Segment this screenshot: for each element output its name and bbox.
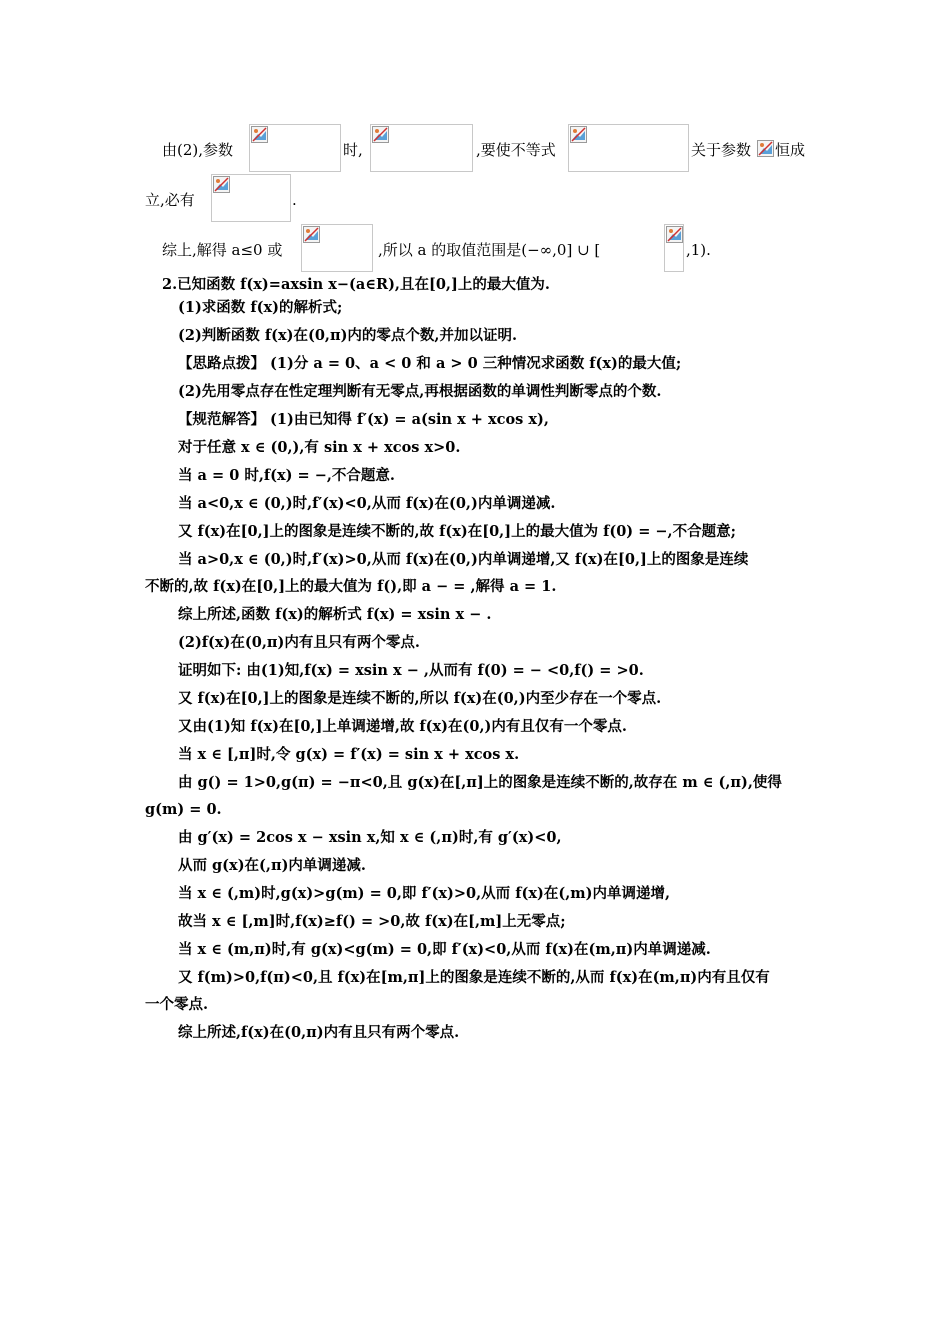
text-line: 又由(1)知 f(x)在[0,]上单调递增,故 f(x)在(0,)内有且仅有一个零点. <box>178 718 627 735</box>
text-segment: 综上,解得 a≤0 或 <box>162 241 283 259</box>
broken-image-icon <box>570 126 587 143</box>
text-segment: 关于参数 <box>691 141 752 159</box>
text-line: 对于任意 x ∈ (0,),有 sin x + xcos x>0. <box>178 439 461 456</box>
text-line: 【思路点拨】 (1)分 a = 0、a < 0 和 a > 0 三种情况求函数 f(x)的最大值; <box>178 355 682 372</box>
text-line: 故当 x ∈ [,m]时,f(x)≥f() = >0,故 f(x)在[,m]上无零点; <box>178 913 566 930</box>
broken-image-icon <box>372 126 389 143</box>
text-line: 不断的,故 f(x)在[0,]上的最大值为 f(),即 a − = ,解得 a = 1. <box>145 578 557 595</box>
text-line: 证明如下: 由(1)知,f(x) = xsin x − ,从而有 f(0) = − <0,f() = >0. <box>178 662 644 679</box>
broken-image-icon <box>213 176 230 193</box>
formula-image <box>757 140 774 158</box>
text-segment: 恒成 <box>775 141 806 159</box>
formula-image <box>249 124 341 172</box>
broken-image-icon <box>757 140 774 157</box>
text-segment: 时, <box>343 141 363 159</box>
text-line: g(m) = 0. <box>145 801 222 818</box>
formula-image <box>568 124 689 172</box>
text-segment: 由(2),参数 <box>162 141 234 159</box>
text-line: 又 f(x)在[0,]上的图象是连续不断的,故 f(x)在[0,]上的最大值为 f(0) = −,不合题意; <box>178 523 736 540</box>
text-line: 当 x ∈ [,π]时,令 g(x) = f′(x) = sin x + xcos x. <box>178 746 520 763</box>
text-line: (1)求函数 f(x)的解析式; <box>178 299 343 316</box>
text-line: 综上所述,函数 f(x)的解析式 f(x) = xsin x − . <box>178 606 492 623</box>
text-line: (2)判断函数 f(x)在(0,π)内的零点个数,并加以证明. <box>178 327 518 344</box>
text-line: 由 g() = 1>0,g(π) = −π<0,且 g(x)在[,π]上的图象是连续不断的,故存在 m ∈ (,π),使得 <box>178 774 782 791</box>
text-line: 综上所述,f(x)在(0,π)内有且只有两个零点. <box>178 1024 460 1041</box>
text-line: 当 x ∈ (,m)时,g(x)>g(m) = 0,即 f′(x)>0,从而 f(x)在(,m)内单调递增, <box>178 885 670 902</box>
text-segment: ,要使不等式 <box>476 141 556 159</box>
text-line: (2)先用零点存在性定理判断有无零点,再根据函数的单调性判断零点的个数. <box>178 383 662 400</box>
text-line: 【规范解答】 (1)由已知得 f′(x) = a(sin x + xcos x), <box>178 411 549 428</box>
text-line: 从而 g(x)在(,π)内单调递减. <box>178 857 366 874</box>
broken-image-icon <box>666 226 683 243</box>
text-line: 又 f(m)>0,f(π)<0,且 f(x)在[m,π]上的图象是连续不断的,从而 f(x)在(m,π)内有且仅有 <box>178 969 770 986</box>
text-line: (2)f(x)在(0,π)内有且只有两个零点. <box>178 634 420 651</box>
text-line: 当 a = 0 时,f(x) = −,不合题意. <box>178 467 395 484</box>
text-line: 由 g′(x) = 2cos x − xsin x,知 x ∈ (,π)时,有 g′(x)<0, <box>178 829 562 846</box>
formula-image <box>370 124 473 172</box>
text-segment: . <box>292 191 297 209</box>
formula-image <box>664 224 684 272</box>
text-line: 当 a>0,x ∈ (0,)时,f′(x)>0,从而 f(x)在(0,)内单调递增,又 f(x)在[0,]上的图象是连续 <box>178 551 749 568</box>
text-line: 当 x ∈ (m,π)时,有 g(x)<g(m) = 0,即 f′(x)<0,从而 f(x)在(m,π)内单调递减. <box>178 941 711 958</box>
broken-image-icon <box>251 126 268 143</box>
text-line: 当 a<0,x ∈ (0,)时,f′(x)<0,从而 f(x)在(0,)内单调递减. <box>178 495 556 512</box>
broken-image-icon <box>303 226 320 243</box>
formula-image <box>211 174 291 222</box>
problem-statement: 2.已知函数 f(x)=axsin x−(a∈R),且在[0,]上的最大值为. <box>162 276 550 293</box>
formula-image <box>301 224 373 272</box>
text-line: 一个零点. <box>145 996 209 1013</box>
text-segment: 立,必有 <box>145 191 195 209</box>
text-segment: ,1). <box>686 241 711 259</box>
text-line: 又 f(x)在[0,]上的图象是连续不断的,所以 f(x)在(0,)内至少存在一个零点. <box>178 690 662 707</box>
text-segment: ,所以 a 的取值范围是(−∞,0] ∪ [ <box>378 241 601 259</box>
